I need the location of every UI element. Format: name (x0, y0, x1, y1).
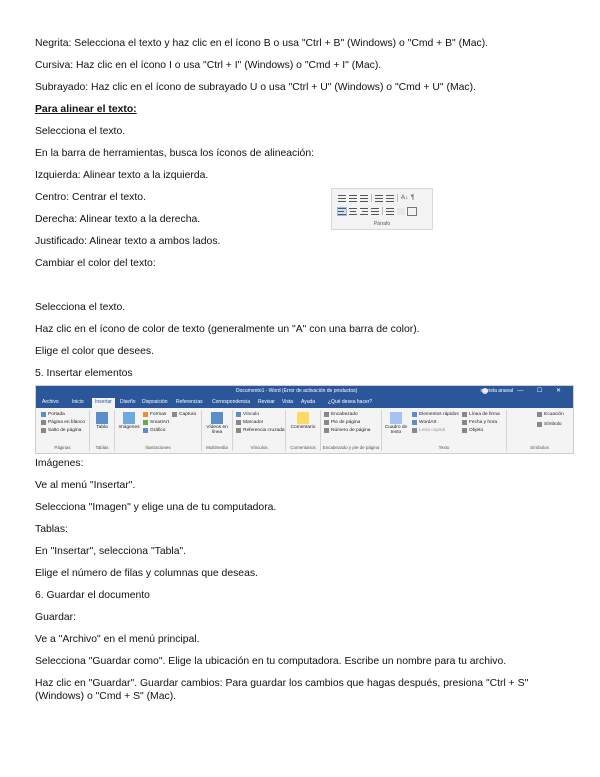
imagenes-button: Imágenes (117, 412, 141, 430)
salto-de-pagina-item: Salto de página (41, 428, 81, 433)
online-video-icon (211, 412, 223, 424)
chart-icon (143, 428, 148, 433)
object-icon (462, 428, 467, 433)
numbering-icon (349, 195, 357, 202)
numero-de-pagina-item: Número de página (324, 428, 370, 433)
encabezado-item: Encabezado (324, 412, 358, 417)
increase-indent-icon (386, 195, 394, 202)
tab-vista: Vista (282, 399, 294, 405)
link-icon (236, 412, 241, 417)
paragraph-negrita: Negrita: Selecciona el texto y haz clic en el ícono B o usa "Ctrl + B" (Windows) o "Cmd + B" (Mac). (35, 38, 489, 49)
tab-correspondencia: Correspondencia (212, 399, 251, 405)
paragraph-group-screenshot (331, 188, 433, 230)
group-label-paginas: Páginas (54, 445, 71, 450)
paragraph-filas-columnas: Elige el número de filas y columnas que deseas. (35, 568, 258, 579)
objeto-item: Objeto (462, 428, 483, 433)
tell-me-search: ¿Qué desea hacer? (328, 399, 373, 405)
group-ilustraciones (115, 410, 202, 451)
paragraph-en-insertar: En "Insertar", selecciona "Tabla". (35, 546, 187, 557)
group-paginas (36, 410, 90, 451)
justify-icon (371, 208, 379, 215)
window-controls: — ☐ ✕ (517, 388, 567, 394)
paragraph-selecciona-texto: Selecciona el texto. (35, 126, 126, 137)
group-texto (382, 410, 507, 451)
pilcrow-icon: ¶ (411, 195, 415, 201)
heading-insertar-elementos: 5. Insertar elementos (35, 368, 133, 379)
paragraph-barra-herramientas: En la barra de herramientas, busca los íconos de alineación: (35, 148, 314, 159)
videos-en-linea-button: Vídeos en línea (204, 412, 230, 435)
letra-capital-item: Letra capital (412, 428, 445, 433)
group-label-multimedia: Multimedia (206, 445, 228, 450)
date-time-icon (462, 420, 467, 425)
page-number-icon (324, 428, 329, 433)
shapes-icon (143, 412, 148, 417)
ribbon-window-title: Documento1 - Word (Error de activación de productos) (236, 388, 358, 394)
paragraph-imagenes: Imágenes: (35, 458, 84, 469)
drop-cap-icon (412, 428, 417, 433)
comment-icon (297, 412, 309, 424)
group-multimedia (202, 410, 233, 451)
paragraph-tablas: Tablas: (35, 524, 68, 535)
group-encabezado (321, 410, 382, 451)
captura-item: Captura (172, 412, 196, 417)
paragraph-elige-color: Elige el color que desees. (35, 346, 154, 357)
paragraph-cursiva: Cursiva: Haz clic en el ícono I o usa "Ctrl + I" (Windows) o "Cmd + I" (Mac). (35, 60, 382, 71)
paragraph-izquierda: Izquierda: Alinear texto a la izquierda. (35, 170, 209, 181)
formas-item: Formas (143, 412, 166, 417)
group-label-comentarios: Comentarios (290, 445, 316, 450)
group-label-vinculos: Vínculos (250, 445, 268, 450)
borders-icon (408, 208, 416, 215)
paragraph-selecciona-texto-2: Selecciona el texto. (35, 302, 126, 313)
tab-disposicion: Disposición (142, 399, 168, 405)
linea-de-firma-item: Línea de firma (462, 412, 500, 417)
tab-referencias: Referencias (176, 399, 203, 405)
pagina-en-blanco-item: Página en blanco (41, 420, 85, 425)
group-label-texto: Texto (438, 445, 450, 450)
decrease-indent-icon (375, 195, 383, 202)
heading-alinear: Para alinear el texto: (35, 104, 137, 115)
group-label-ilustraciones: Ilustraciones (145, 445, 171, 450)
tabla-button: Tabla (92, 412, 112, 430)
quick-parts-icon (412, 412, 417, 417)
marcador-item: Marcador (236, 420, 263, 425)
paragraph-guardar-cambios: Haz clic en "Guardar". Guardar cambios: Para guardar los cambios que hagas después, presiona "Ctrl + S" (Windows) o "Cmd + S" (Mac). (35, 678, 529, 702)
tab-archivo: Archivo (42, 399, 59, 405)
paragraph-ve-archivo: Ve a "Archivo" en el menú principal. (35, 634, 200, 645)
shading-icon (397, 208, 405, 215)
paragraph-cambiar-color: Cambiar el color del texto: (35, 258, 156, 269)
paragraph-guardar: Guardar: (35, 612, 77, 623)
tab-insertar: Insertar (92, 398, 115, 409)
elementos-rapidos-item: Elementos rápidos (412, 412, 459, 417)
header-icon (324, 412, 329, 417)
symbol-icon (537, 422, 542, 427)
tab-revisar: Revisar (258, 399, 275, 405)
simbolo-item: Símbolo (537, 422, 562, 427)
group-vinculos (233, 410, 286, 451)
group-label-simbolos: Símbolos (530, 445, 549, 450)
portada-item: Portada (41, 412, 65, 417)
smartart-icon (143, 420, 148, 425)
table-icon (96, 412, 108, 424)
ecuacion-item: Ecuación (537, 412, 564, 417)
align-center-icon (349, 208, 357, 215)
tab-ayuda: Ayuda (301, 399, 316, 405)
group-label-tablas: Tablas (95, 445, 109, 450)
paragraph-subrayado: Subrayado: Haz clic en el ícono de subrayado U o usa "Ctrl + U" (Windows) o "Cmd + U" (Mac). (35, 82, 476, 93)
group-simbolos (507, 410, 572, 451)
footer-icon (324, 420, 329, 425)
paragraph-icono-color: Haz clic en el ícono de color de texto (generalmente un "A" con una barra de color). (35, 324, 420, 335)
screenshot-icon (172, 412, 177, 417)
align-right-icon (360, 208, 368, 215)
paragraph-justificado: Justificado: Alinear texto a ambos lados. (35, 236, 221, 247)
cross-reference-icon (236, 428, 241, 433)
ribbon-body (36, 408, 573, 453)
text-box-icon (390, 412, 402, 424)
line-spacing-icon (386, 208, 394, 215)
paragraph-group-label: Párrafo (373, 221, 391, 227)
wordart-icon (412, 420, 417, 425)
group-label-encabezado: Encabezado y pie de página (322, 445, 380, 450)
ribbon-user-name: mariela anaval (480, 388, 513, 394)
paragraph-selecciona-imagen: Selecciona "Imagen" y elige una de tu computadora. (35, 502, 277, 513)
align-left-icon (338, 208, 346, 215)
group-tablas (90, 410, 115, 451)
bullets-icon (338, 195, 346, 202)
cuadro-de-texto-button: Cuadro de texto (384, 412, 408, 435)
wordart-item: WordArt (412, 420, 437, 425)
group-comentarios (286, 410, 321, 451)
multilevel-list-icon (360, 195, 368, 202)
ribbon-title-bar (36, 386, 573, 397)
grafico-item: Gráfico (143, 428, 165, 433)
pie-de-pagina-item: Pie de página (324, 420, 360, 425)
heading-guardar-documento: 6. Guardar el documento (35, 590, 150, 601)
cover-page-icon (41, 412, 46, 417)
referencia-cruzada-item: Referencia cruzada (236, 428, 285, 433)
tab-diseno: Diseño (120, 399, 136, 405)
pictures-icon (123, 412, 135, 424)
equation-icon (537, 412, 542, 417)
tab-inicio: Inicio (72, 399, 84, 405)
page-break-icon (41, 428, 46, 433)
sort-icon: A↓ (401, 195, 409, 201)
word-insert-ribbon-screenshot (35, 385, 574, 454)
vinculo-item: Vínculo (236, 412, 259, 417)
paragraph-guardar-como: Selecciona "Guardar como". Elige la ubicación en tu computadora. Escribe un nombre para tu archivo. (35, 656, 507, 667)
smartart-item: SmartArt (143, 420, 169, 425)
blank-page-icon (41, 420, 46, 425)
signature-line-icon (462, 412, 467, 417)
bookmark-icon (236, 420, 241, 425)
paragraph-centro: Centro: Centrar el texto. (35, 192, 146, 203)
ribbon-tab-bar (36, 397, 573, 408)
paragraph-ve-insertar: Ve al menú "Insertar". (35, 480, 136, 491)
comentario-button: Comentario (288, 412, 318, 430)
fecha-y-hora-item: Fecha y hora (462, 420, 497, 425)
paragraph-derecha: Derecha: Alinear texto a la derecha. (35, 214, 201, 225)
